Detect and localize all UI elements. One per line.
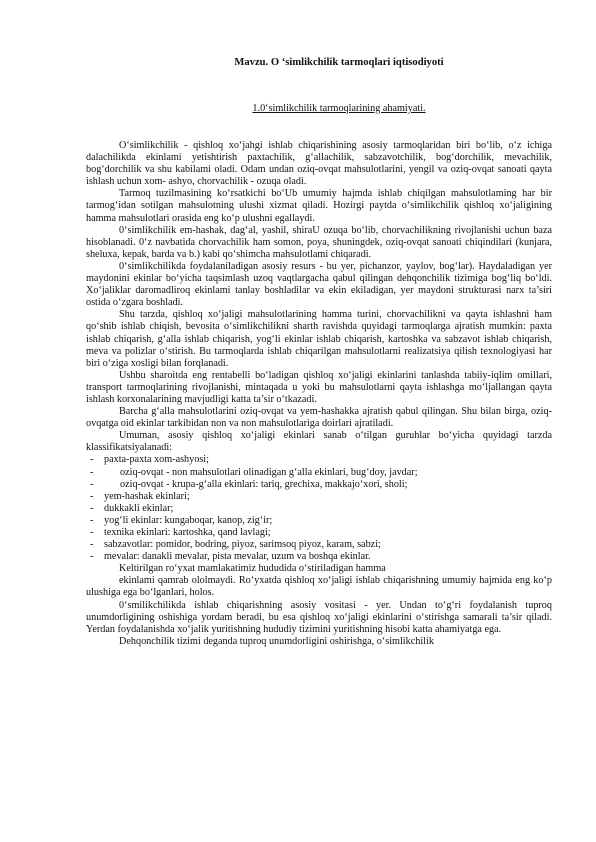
paragraph: Barcha g‘alla mahsulotlarini oziq-ovqat va yem-hashakka ajratish qabul qilingan. Shu bilan birga, oziq-ovqatga oid ekinlar tarkibidan non va non mahsulotlariga doirlari ajratiladi. bbox=[86, 406, 552, 430]
list-item: - yem-hashak ekinlari; bbox=[86, 491, 552, 503]
document-title: Mavzu. O ‘simlikchilik tarmoqlari iqtisodiyoti bbox=[234, 57, 444, 68]
paragraph: Tarmoq tuzilmasining ko‘rsatkichi bo‘Ub umumiy hajmda ishlab chiqilgan mahsulotlaming har bir tarmog‘idan sotilgan mahsulotning ulushi xizmat qiladi. Hozirgi paytda o‘simlikchilik qishloq xo‘jaligining hamma mahsulotlari orasida eng ko‘p ulushni egallaydi. bbox=[86, 188, 552, 224]
list-item: - texnika ekinlari: kartoshka, qand lavlagi; bbox=[86, 527, 552, 539]
paragraph: 0‘simlikchilikda foydalaniladigan asosiy resurs - bu yer, pichanzor, yaylov, bog‘lar). Haydaladigan yer maydonini ekinlar bo‘yicha taqsimlash uzoq vaqtlargacha qabul qilingan dehqonchilik tizimiga bog‘liq bo‘ldi. Xo‘jaliklar daromadliroq ekinlami tanlay boshladilar va ekin ekiladigan, yer maydoni strukturasi narx ta’siri ostida o‘zgara boshladi. bbox=[86, 260, 552, 309]
paragraph: Shu tarzda, qishloq xo‘jaligi mahsulotlarining hamma turini, chorvachilikni va qayta ishlashni ham qo‘shib ishlab chiqish, bevosita o‘simlikchilikni sharth ravishda quyidagi tarmoqlarga ajratish mumkin: paxta ishlab chiqarish, g‘alla ishlab chiqarish, yog‘li ekinlar ishlab chiqarish, kartoshka va sabzavot ishlab chiqarish, meva va polizlar o‘stirish. Bu tarmoqlarda ishlab chiqarilgan mahsulotlarni realizatsiya qilish texnologiyasi har biri o‘ziga xosligi bilan forqlanadi. bbox=[86, 309, 552, 369]
document-body bbox=[86, 140, 552, 648]
section-heading bbox=[0, 102, 596, 116]
paragraph: Ushbu sharoitda eng rentabelli bo‘ladigan qishloq xo‘jaligi ekinlarini tanlashda tabiiy-iqlim omillari, transport tarmoqlarining rivojlanishi, mintaqada u yoki bu mahsulotlarni qayta ishlashga mo‘ljallangan qayta ishlash korxonalarining mavjudligi katta ta’sir o‘tkazadi. bbox=[86, 369, 552, 405]
paragraph: 0‘smilikchilikda ishlab chiqarishning asosiy vositasi - yer. Undan to‘g‘ri foydalanish tuproq unumdorligining oshishiga yordam beradi, bu esa qishloq xo‘jaligi ekinlarini o‘stirishga samarali ta’sir qiladi. Yerdan foydalanishda xo‘jalik yuritishning hududiy tizimini yuritishning hisobi katta ahamiyatga ega. bbox=[86, 599, 552, 635]
section-heading-text: 1.0‘simlikchilik tarmoqlarining ahamiyati. bbox=[252, 103, 426, 114]
list-item: - paxta-paxta xom-ashyosi; bbox=[86, 454, 552, 466]
paragraph: O‘simlikchilik - qishloq xo‘jahgi ishlab chiqarishining asosiy tarmoqlaridan biri bo‘lib, o‘z ichiga dalachilikda ekinlami yetishtirish paxtachilik, g‘allachilik, sabzavotchilik, bog‘dorchilik, mevachilik, bog‘dorchilik va shu kabilami oladi. Odam undan oziq-ovqat mahsulotlarini, yengil va oziq-ovqat sanoati qayta ishlash uchun xom- ashyo, chorvachilik - ozuqa oladi. bbox=[86, 140, 552, 188]
list-item: - dukkakli ekinlar; bbox=[86, 503, 552, 515]
paragraph: Dehqonchilik tizimi deganda tuproq unumdorligini oshirishga, o‘simlikchilik bbox=[119, 635, 434, 647]
paragraph: ekinlami qamrab ololmaydi. Ro‘yxatda qishloq xo‘jaligi ishlab chiqarishning umumiy hajmida eng ko‘p ulushiga ega bo‘lganlari, holos. bbox=[86, 575, 552, 599]
list-item: - mevalar: danakli mevalar, pista mevalar, uzum va boshqa ekinlar. bbox=[86, 551, 552, 563]
list-item: - sabzavotlar: pomidor, bodring, piyoz, sarimsoq piyoz, karam, sabzi; bbox=[86, 539, 552, 551]
paragraph: Keltirilgan ro‘yxat mamlakatimiz hududida o‘stiriladigan hamma bbox=[119, 563, 386, 575]
paragraph: 0‘simlikchilik em-hashak, dag‘al, yashil, shiraU ozuqa bo‘lib, chorvachilikning rivojlanishi uchun baza hisoblanadi. 0‘z navbatida chorvachilik ham somon, poya, shuningdek, oziq-ovqat sanoati chiqindilari (kunjara, sheluxa, kepak, barda va b.) kabi qo‘shimcha mahsulotlami chiqaradi. bbox=[86, 224, 552, 260]
classification-list bbox=[86, 454, 552, 563]
list-item: - yog‘li ekinlar: kungaboqar, kanop, zig‘ir; bbox=[86, 515, 552, 527]
list-item: - oziq-ovqat - krupa-g‘alla ekinlari: tariq, grechixa, makkajo‘xori, sholi; bbox=[86, 479, 552, 491]
paragraph: Umuman, asosiy qishloq xo‘jaligi ekinlari sanab o‘tilgan guruhlar bo‘yicha quyidagi tarzda klassifikatsiyalanadi: bbox=[86, 430, 552, 454]
list-item: - oziq-ovqat - non mahsulotlari olinadigan g‘alla ekinlari, bug‘doy, javdar; bbox=[86, 467, 552, 479]
